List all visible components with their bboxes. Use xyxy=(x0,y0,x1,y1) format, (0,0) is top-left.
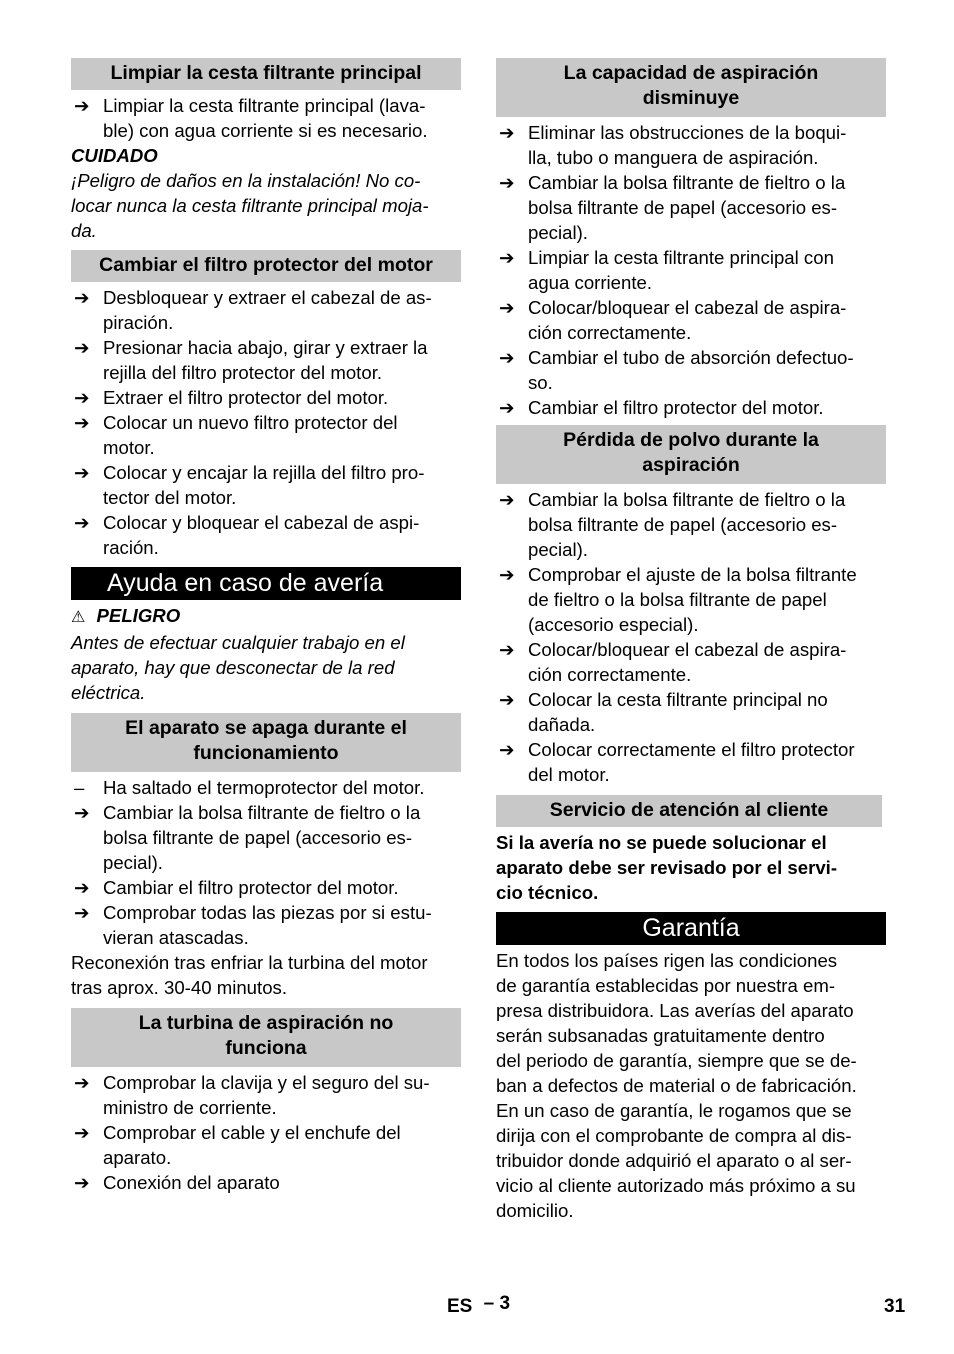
list-item-text: Ha saltado el termoprotector del motor. xyxy=(103,777,425,798)
list-item xyxy=(71,800,461,875)
list-item xyxy=(71,335,461,385)
arrow-bullet-icon: ➔ xyxy=(74,802,90,823)
list-item xyxy=(71,875,461,900)
danger-text: Antes de efectuar cualquier trabajo en el aparato, hay que desconectar de la red eléctrica. xyxy=(71,632,405,703)
arrow-bullet-icon: ➔ xyxy=(74,337,90,358)
list-item-text: Limpiar la cesta filtrante principal con agua corriente. xyxy=(528,247,834,293)
warning-triangle-icon: ⚠ xyxy=(71,609,86,626)
arrow-bullet-icon: ➔ xyxy=(499,489,515,510)
arrow-bullet-icon: ➔ xyxy=(499,172,515,193)
section-heading-customer-service: Servicio de atención al cliente xyxy=(496,795,882,827)
list-item-text: Eliminar las obstrucciones de la boqui- lla, tubo o manguera de aspiración. xyxy=(528,122,847,168)
list-item-text: Extraer el filtro protector del motor. xyxy=(103,387,389,408)
arrow-bullet-icon: ➔ xyxy=(74,1122,90,1143)
list-item-text: Comprobar el ajuste de la bolsa filtrante de fieltro o la bolsa filtrante de papel (accesorio especial). xyxy=(528,564,857,635)
section-heading-turbine-fails: La turbina de aspiración no funciona xyxy=(71,1008,461,1067)
arrow-bullet-icon: ➔ xyxy=(74,877,90,898)
arrow-bullet-icon: ➔ xyxy=(499,347,515,368)
list-item-text: Colocar y encajar la rejilla del filtro pro- tector del motor. xyxy=(103,462,425,508)
arrow-bullet-icon: ➔ xyxy=(499,739,515,760)
arrow-bullet-icon: ➔ xyxy=(499,639,515,660)
list-item xyxy=(71,1070,461,1120)
list-item-text: Colocar y bloquear el cabezal de aspi- ración. xyxy=(103,512,420,558)
arrow-bullet-icon: ➔ xyxy=(74,412,90,433)
list-item-text: Conexión del aparato xyxy=(103,1172,280,1193)
list-item-text: Cambiar la bolsa filtrante de fieltro o la bolsa filtrante de papel (accesorio es- pecial). xyxy=(103,802,421,873)
list-item-text: Cambiar la bolsa filtrante de fieltro o la bolsa filtrante de papel (accesorio es- pecial). xyxy=(528,172,846,243)
caution-label: CUIDADO xyxy=(71,145,158,166)
list-turbine-fails xyxy=(71,1070,461,1195)
arrow-bullet-icon: ➔ xyxy=(74,287,90,308)
arrow-bullet-icon: ➔ xyxy=(74,902,90,923)
page-number: 31 xyxy=(884,1296,906,1317)
caution-text: ¡Peligro de daños en la instalación! No co- locar nunca la cesta filtrante principal moja- da. xyxy=(71,170,429,241)
footer-lang xyxy=(447,1293,511,1318)
reconnect-note: Reconexión tras enfriar la turbina del motor tras aprox. 30-40 minutos. xyxy=(71,952,428,998)
list-item-text: Comprobar el cable y el enchufe del aparato. xyxy=(103,1122,401,1168)
list-item xyxy=(496,687,886,737)
list-item xyxy=(496,120,886,170)
list-item xyxy=(71,285,461,335)
arrow-bullet-icon: ➔ xyxy=(499,397,515,418)
list-item-text: Cambiar el filtro protector del motor. xyxy=(528,397,824,418)
list-item-text: Limpiar la cesta filtrante principal (lava- ble) con agua corriente si es necesario. xyxy=(103,95,428,141)
list-item xyxy=(71,510,461,560)
arrow-bullet-icon: ➔ xyxy=(499,247,515,268)
customer-service-text: Si la avería no se puede solucionar el aparato debe ser revisado por el servi- cio técnico. xyxy=(496,832,838,903)
list-item xyxy=(496,245,886,295)
section-heading-dust-loss: Pérdida de polvo durante la aspiración xyxy=(496,425,886,484)
arrow-bullet-icon: ➔ xyxy=(74,387,90,408)
list-item xyxy=(496,562,886,637)
list-item-text: Cambiar el filtro protector del motor. xyxy=(103,877,399,898)
list-item-text: Cambiar el tubo de absorción defectuo- so. xyxy=(528,347,854,393)
list-item-text: Colocar un nuevo filtro protector del motor. xyxy=(103,412,398,458)
arrow-bullet-icon: ➔ xyxy=(74,462,90,483)
list-device-switches-off xyxy=(71,775,461,950)
footer-lang-code: ES xyxy=(447,1296,473,1317)
section-heading-clean-basket: Limpiar la cesta filtrante principal xyxy=(71,58,461,90)
list-item xyxy=(71,900,461,950)
arrow-bullet-icon: ➔ xyxy=(74,95,90,116)
danger-label: PELIGRO xyxy=(96,605,181,626)
list-item-text: Desbloquear y extraer el cabezal de as- piración. xyxy=(103,287,432,333)
list-item xyxy=(71,460,461,510)
left-column xyxy=(71,58,461,1195)
list-item xyxy=(71,385,461,410)
dash-bullet: – xyxy=(74,777,85,798)
arrow-bullet-icon: ➔ xyxy=(499,122,515,143)
list-item xyxy=(496,345,886,395)
list-motor-filter xyxy=(71,285,461,560)
list-item xyxy=(496,487,886,562)
main-heading-warranty: Garantía xyxy=(496,912,886,945)
danger-line xyxy=(71,603,461,630)
list-item-text: Colocar/bloquear el cabezal de aspira- ción correctamente. xyxy=(528,639,847,685)
list-item xyxy=(496,295,886,345)
list-item-text: Colocar la cesta filtrante principal no dañada. xyxy=(528,689,828,735)
section-heading-motor-filter: Cambiar el filtro protector del motor xyxy=(71,250,461,282)
list-item-text: Colocar/bloquear el cabezal de aspira- ción correctamente. xyxy=(528,297,847,343)
arrow-bullet-icon: ➔ xyxy=(74,1172,90,1193)
list-item xyxy=(71,1120,461,1170)
list-item xyxy=(71,93,461,143)
list-clean-basket xyxy=(71,93,461,143)
list-item-text: Comprobar la clavija y el seguro del su- ministro de corriente. xyxy=(103,1072,430,1118)
list-suction-decreases xyxy=(496,120,886,420)
list-item xyxy=(496,737,886,787)
list-item xyxy=(71,775,461,800)
list-item xyxy=(496,395,886,420)
arrow-bullet-icon: ➔ xyxy=(499,297,515,318)
list-item-text: Cambiar la bolsa filtrante de fieltro o la bolsa filtrante de papel (accesorio es- pecial). xyxy=(528,489,846,560)
list-item xyxy=(496,170,886,245)
list-item xyxy=(496,637,886,687)
section-heading-suction-decreases: La capacidad de aspiración disminuye xyxy=(496,58,886,117)
list-dust-loss xyxy=(496,487,886,787)
list-item-text: Comprobar todas las piezas por si estu- vieran atascadas. xyxy=(103,902,432,948)
list-item-text: Colocar correctamente el filtro protector del motor. xyxy=(528,739,855,785)
arrow-bullet-icon: ➔ xyxy=(74,512,90,533)
section-heading-device-switches-off: El aparato se apaga durante el funcionamiento xyxy=(71,713,461,772)
list-item xyxy=(71,1170,461,1195)
arrow-bullet-icon: ➔ xyxy=(499,689,515,710)
footer-section: – 3 xyxy=(483,1293,511,1314)
right-column xyxy=(496,58,886,1223)
main-heading-troubleshooting: Ayuda en caso de avería xyxy=(71,567,461,600)
warranty-text: En todos los países rigen las condiciones de garantía establecidas por nuestra em- presa distribuidora. Las averías del aparato serán subsanadas gratuitamente dentro del periodo de garantía, siempre que se de- ban a defectos de material o de fabricación. En un caso de garantía, le rogamos que se dirija con el comprobante de compra al dis- tribuidor donde adquirió el aparato o al ser- vicio al cliente autorizado más próximo a su domicilio. xyxy=(496,950,857,1221)
list-item xyxy=(71,410,461,460)
arrow-bullet-icon: ➔ xyxy=(74,1072,90,1093)
arrow-bullet-icon: ➔ xyxy=(499,564,515,585)
list-item-text: Presionar hacia abajo, girar y extraer la rejilla del filtro protector del motor. xyxy=(103,337,428,383)
